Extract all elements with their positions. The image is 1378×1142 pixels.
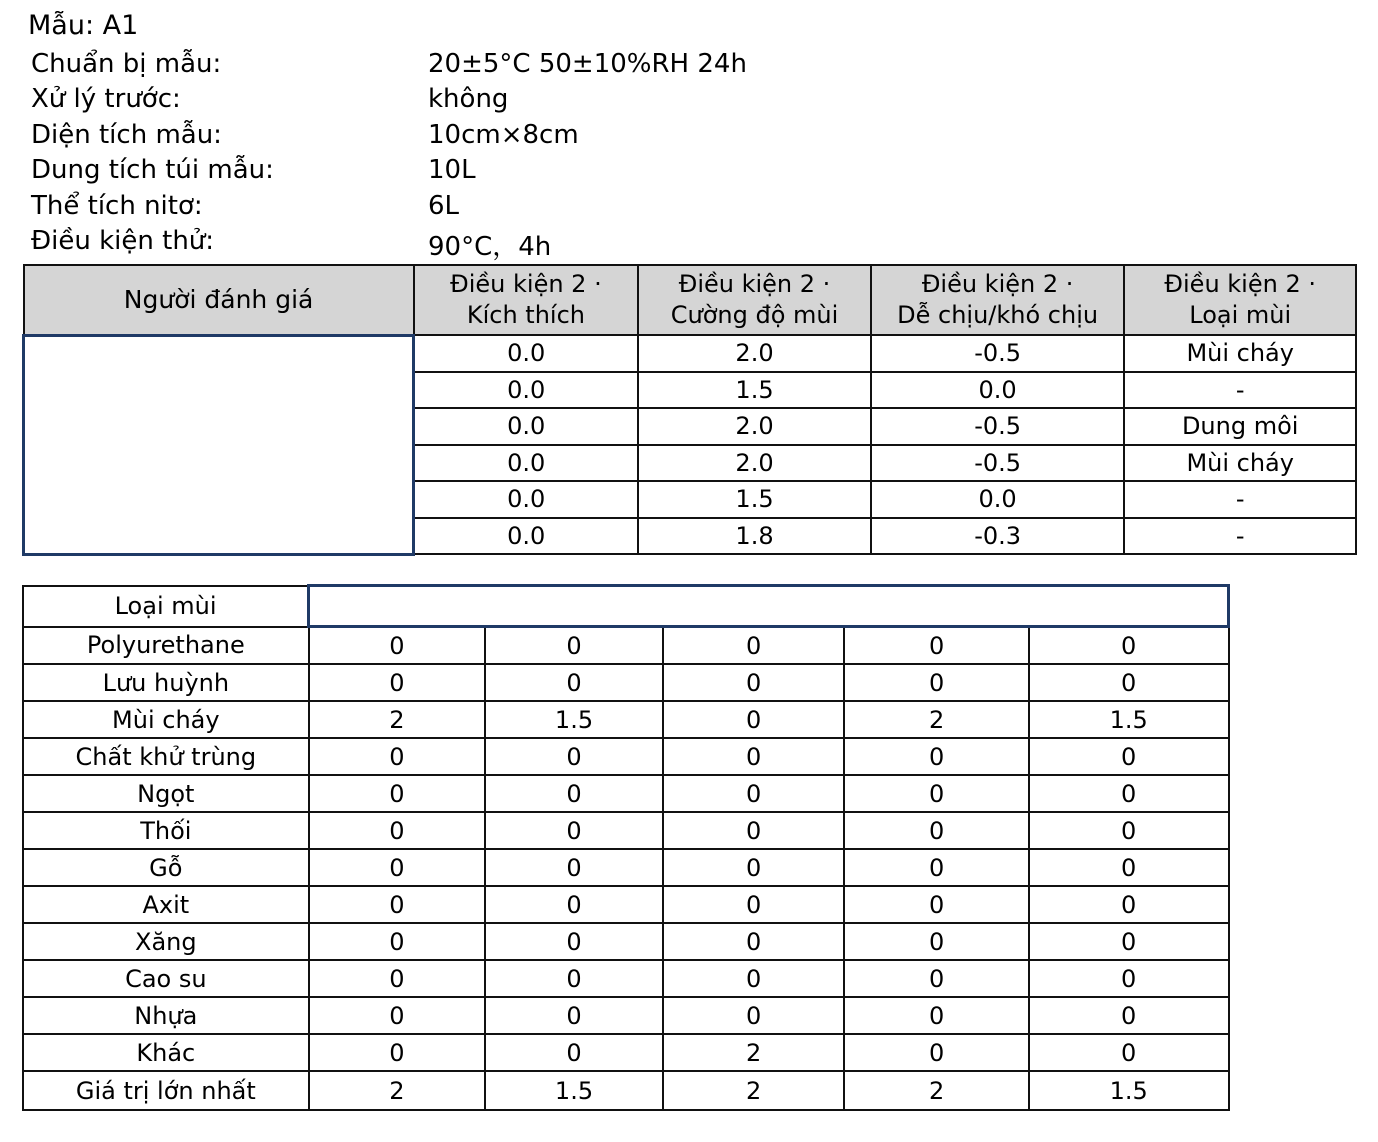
odor-label: Lưu huỳnh: [23, 664, 309, 701]
odor-value: 0: [1029, 886, 1229, 923]
odor-value: 0: [1029, 923, 1229, 960]
odor-value: 0: [485, 812, 663, 849]
odor-value: 0: [663, 812, 845, 849]
odor-label: Ngọt: [23, 775, 309, 812]
column-header-intensity: [638, 265, 871, 335]
odor-value: 0: [485, 886, 663, 923]
odor-row: [23, 701, 1229, 738]
column-header-stimulation: [414, 265, 639, 335]
odor-value: 0: [1029, 849, 1229, 886]
odor-row: [23, 849, 1229, 886]
odor-row: [23, 738, 1229, 775]
odor-type-header: Loại mùi: [23, 586, 309, 627]
odor-value: 0: [485, 849, 663, 886]
odor-value: 0: [485, 1034, 663, 1071]
odor-value: 0: [309, 1034, 486, 1071]
odor-value: 0: [1029, 812, 1229, 849]
info-label-bag-volume: Dung tích túi mẫu:: [31, 155, 274, 185]
max-value: 1.5: [1029, 1071, 1229, 1110]
info-value-test-condition: 90°C，4h: [428, 232, 552, 262]
odor-label: Thối: [23, 812, 309, 849]
cell-intensity: 2.0: [638, 408, 871, 445]
odor-value: 2: [663, 1034, 845, 1071]
column-header-subline: Kích thích: [466, 301, 585, 329]
odor-value: 0: [485, 775, 663, 812]
cell-stimulation: 0.0: [414, 408, 639, 445]
odor-row: [23, 960, 1229, 997]
odor-value: 0: [309, 997, 486, 1034]
info-label-preparation: Chuẩn bị mẫu:: [31, 49, 222, 79]
odor-label: Nhựa: [23, 997, 309, 1034]
column-header-hedonic: [871, 265, 1125, 335]
sample-label: Mẫu:: [28, 10, 95, 41]
odor-row: [23, 627, 1229, 665]
cell-odor-type: Dung môi: [1124, 408, 1356, 445]
odor-label: Axit: [23, 886, 309, 923]
odor-label: Polyurethane: [23, 627, 309, 665]
column-header-odor-type: [1124, 265, 1356, 335]
odor-label: Khác: [23, 1034, 309, 1071]
cell-stimulation: 0.0: [414, 445, 639, 482]
info-label-sample-area: Diện tích mẫu:: [31, 120, 222, 150]
column-header-line: Điều kiện 2 ·: [921, 270, 1074, 298]
cell-odor-type: -: [1124, 481, 1356, 518]
odor-value: 0: [309, 923, 486, 960]
odor-value: 1.5: [1029, 701, 1229, 738]
cell-stimulation: 0.0: [414, 481, 639, 518]
odor-value: 2: [309, 701, 486, 738]
evaluator-names-cell: [309, 586, 1229, 627]
odor-label: Cao su: [23, 960, 309, 997]
column-header-subline: Loại mùi: [1189, 301, 1292, 329]
info-value-bag-volume: 10L: [428, 155, 476, 185]
odor-value: 0: [663, 775, 845, 812]
odor-value: 0: [1029, 997, 1229, 1034]
odor-row: [23, 923, 1229, 960]
odor-row: [23, 812, 1229, 849]
odor-value: 0: [663, 849, 845, 886]
info-label-test-condition: Điều kiện thử:: [31, 226, 215, 256]
info-label-pretreatment: Xử lý trước:: [31, 84, 181, 114]
cell-hedonic: -0.3: [871, 518, 1125, 555]
odor-row: [23, 997, 1229, 1034]
evaluation-row: [24, 335, 1357, 372]
odor-value: 0: [844, 923, 1029, 960]
odor-label: Xăng: [23, 923, 309, 960]
column-header-subline: Dễ chịu/khó chịu: [897, 301, 1099, 329]
max-value-row: [23, 1071, 1229, 1110]
odor-value: 0: [309, 960, 486, 997]
odor-value: 0: [844, 775, 1029, 812]
cell-hedonic: 0.0: [871, 372, 1125, 409]
cell-odor-type: -: [1124, 518, 1356, 555]
info-value-nitrogen-volume: 6L: [428, 191, 460, 221]
odor-value: 0: [844, 1034, 1029, 1071]
odor-value: 0: [309, 738, 486, 775]
odor-row: [23, 775, 1229, 812]
cell-hedonic: -0.5: [871, 335, 1125, 372]
odor-value: 0: [1029, 960, 1229, 997]
odor-value: 0: [485, 738, 663, 775]
odor-row: [23, 664, 1229, 701]
odor-value: 0: [663, 997, 845, 1034]
odor-value: 0: [844, 812, 1029, 849]
odor-value: 0: [663, 701, 845, 738]
odor-value: 0: [1029, 627, 1229, 665]
odor-value: 0: [485, 960, 663, 997]
odor-value: 0: [309, 664, 486, 701]
odor-value: 0: [844, 627, 1029, 665]
cell-intensity: 2.0: [638, 335, 871, 372]
evaluation-header-row: [24, 265, 1357, 335]
odor-value: 0: [1029, 775, 1229, 812]
info-value-sample-area: 10cm×8cm: [428, 120, 579, 150]
max-value: 1.5: [485, 1071, 663, 1110]
column-header-line: Điều kiện 2 ·: [450, 270, 602, 298]
cell-stimulation: 0.0: [414, 335, 639, 372]
cell-intensity: 1.5: [638, 481, 871, 518]
odor-value: 0: [1029, 1034, 1229, 1071]
max-value: 2: [844, 1071, 1029, 1110]
odor-value: 0: [844, 664, 1029, 701]
odor-value: 0: [844, 997, 1029, 1034]
column-header-line: Điều kiện 2 ·: [1164, 270, 1316, 298]
cell-odor-type: Mùi cháy: [1124, 335, 1356, 372]
cell-intensity: 1.5: [638, 372, 871, 409]
max-value: 2: [663, 1071, 845, 1110]
odor-value: 0: [309, 812, 486, 849]
info-value-preparation: 20±5°C 50±10%RH 24h: [428, 49, 747, 79]
cell-intensity: 1.8: [638, 518, 871, 555]
odor-value: 0: [663, 960, 845, 997]
odor-type-table: [22, 584, 1230, 1111]
odor-value: 0: [844, 960, 1029, 997]
odor-row: [23, 1034, 1229, 1071]
column-header-subline: Cường độ mùi: [670, 301, 839, 329]
odor-value: 0: [309, 775, 486, 812]
cell-hedonic: -0.5: [871, 445, 1125, 482]
odor-value: 0: [663, 923, 845, 960]
odor-value: 0: [485, 997, 663, 1034]
odor-value: 0: [663, 664, 845, 701]
evaluator-header: Người đánh giá: [24, 265, 414, 335]
odor-value: 0: [485, 923, 663, 960]
cell-intensity: 2.0: [638, 445, 871, 482]
max-value: 2: [309, 1071, 486, 1110]
cell-odor-type: -: [1124, 372, 1356, 409]
odor-value: 0: [844, 849, 1029, 886]
odor-value: 0: [663, 738, 845, 775]
column-header-line: Điều kiện 2 ·: [678, 270, 831, 298]
odor-label: Mùi cháy: [23, 701, 309, 738]
odor-value: 0: [309, 886, 486, 923]
max-value-label: Giá trị lớn nhất: [23, 1071, 309, 1110]
odor-value: 0: [663, 886, 845, 923]
odor-value: 0: [1029, 738, 1229, 775]
cell-stimulation: 0.0: [414, 518, 639, 555]
odor-row: [23, 886, 1229, 923]
sample-title: [28, 10, 138, 41]
odor-value: 0: [1029, 664, 1229, 701]
odor-value: 0: [485, 664, 663, 701]
info-label-nitrogen-volume: Thể tích nitơ:: [31, 191, 203, 221]
odor-value: 0: [663, 627, 845, 665]
odor-value: 0: [309, 627, 486, 665]
odor-label: Gỗ: [23, 849, 309, 886]
odor-value: 0: [844, 738, 1029, 775]
evaluation-table: [22, 264, 1357, 556]
cell-hedonic: -0.5: [871, 408, 1125, 445]
odor-value: 0: [309, 849, 486, 886]
odor-value: 0: [485, 627, 663, 665]
evaluator-cell: [24, 335, 414, 554]
cell-hedonic: 0.0: [871, 481, 1125, 518]
sample-value: A1: [102, 10, 139, 41]
odor-value: 1.5: [485, 701, 663, 738]
cell-stimulation: 0.0: [414, 372, 639, 409]
odor-value: 2: [844, 701, 1029, 738]
odor-value: 0: [844, 886, 1029, 923]
odor-label: Chất khử trùng: [23, 738, 309, 775]
odor-header-row: [23, 586, 1229, 627]
info-value-pretreatment: không: [428, 84, 509, 114]
cell-odor-type: Mùi cháy: [1124, 445, 1356, 482]
